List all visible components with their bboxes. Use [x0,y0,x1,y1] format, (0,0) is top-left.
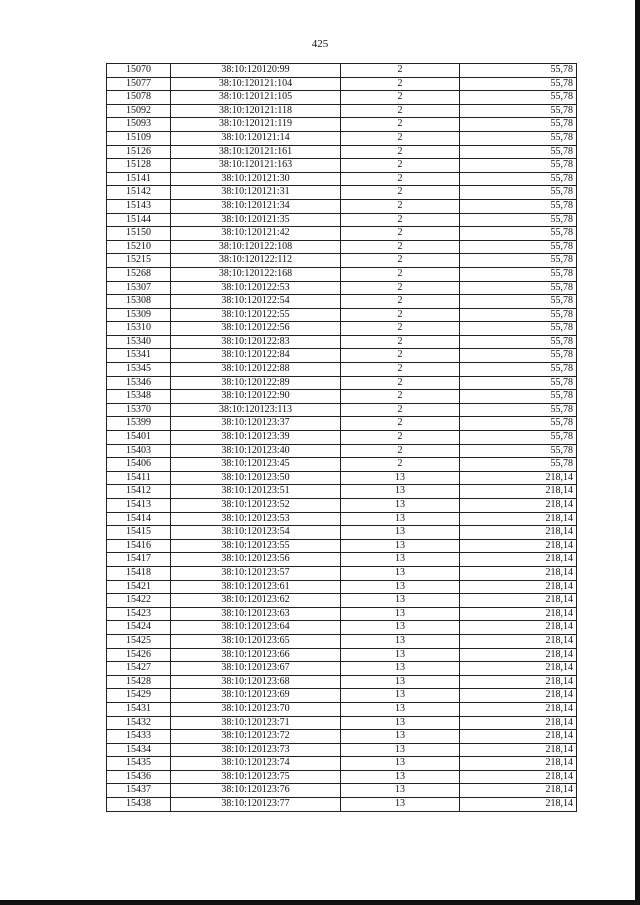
row-number-cell: 15143 [107,199,171,213]
share-count-cell: 13 [341,634,460,648]
row-number-cell: 15418 [107,566,171,580]
table-row [107,471,577,485]
cadastral-number-cell: 38:10:120123:39 [171,431,341,445]
parcel-table-body [107,64,577,812]
row-number-cell: 15399 [107,417,171,431]
parcel-table-container [106,63,576,812]
row-number-cell: 15310 [107,322,171,336]
row-number-cell: 15415 [107,526,171,540]
area-value-cell: 218,14 [460,607,577,621]
row-number-cell: 15128 [107,159,171,173]
cadastral-number-cell: 38:10:120123:69 [171,689,341,703]
row-number-cell: 15348 [107,390,171,404]
cadastral-number-cell: 38:10:120123:113 [171,403,341,417]
share-count-cell: 13 [341,689,460,703]
row-number-cell: 15438 [107,798,171,812]
share-count-cell: 13 [341,702,460,716]
cadastral-number-cell: 38:10:120123:51 [171,485,341,499]
share-count-cell: 13 [341,730,460,744]
area-value-cell: 55,78 [460,199,577,213]
share-count-cell: 13 [341,580,460,594]
cadastral-number-cell: 38:10:120122:112 [171,254,341,268]
share-count-cell: 2 [341,199,460,213]
table-row [107,580,577,594]
cadastral-number-cell: 38:10:120123:55 [171,539,341,553]
area-value-cell: 218,14 [460,798,577,812]
cadastral-number-cell: 38:10:120123:57 [171,566,341,580]
cadastral-number-cell: 38:10:120123:77 [171,798,341,812]
area-value-cell: 55,78 [460,390,577,404]
cadastral-number-cell: 38:10:120121:118 [171,104,341,118]
area-value-cell: 55,78 [460,172,577,186]
share-count-cell: 13 [341,648,460,662]
row-number-cell: 15423 [107,607,171,621]
table-row [107,308,577,322]
cadastral-number-cell: 38:10:120120:99 [171,64,341,78]
table-row [107,730,577,744]
share-count-cell: 2 [341,186,460,200]
table-row [107,199,577,213]
table-row [107,376,577,390]
table-row [107,349,577,363]
area-value-cell: 55,78 [460,322,577,336]
table-row [107,240,577,254]
row-number-cell: 15126 [107,145,171,159]
area-value-cell: 55,78 [460,281,577,295]
share-count-cell: 13 [341,485,460,499]
share-count-cell: 2 [341,145,460,159]
row-number-cell: 15411 [107,471,171,485]
table-row [107,757,577,771]
cadastral-number-cell: 38:10:120123:72 [171,730,341,744]
share-count-cell: 13 [341,798,460,812]
table-row [107,634,577,648]
table-row [107,648,577,662]
area-value-cell: 218,14 [460,471,577,485]
scan-border-right [635,0,640,905]
area-value-cell: 218,14 [460,770,577,784]
area-value-cell: 218,14 [460,675,577,689]
table-row [107,485,577,499]
cadastral-number-cell: 38:10:120123:68 [171,675,341,689]
cadastral-number-cell: 38:10:120123:73 [171,743,341,757]
table-row [107,295,577,309]
cadastral-number-cell: 38:10:120123:50 [171,471,341,485]
share-count-cell: 13 [341,784,460,798]
row-number-cell: 15429 [107,689,171,703]
row-number-cell: 15077 [107,77,171,91]
cadastral-number-cell: 38:10:120122:89 [171,376,341,390]
share-count-cell: 2 [341,227,460,241]
table-row [107,458,577,472]
table-row [107,254,577,268]
share-count-cell: 13 [341,621,460,635]
share-count-cell: 13 [341,675,460,689]
row-number-cell: 15215 [107,254,171,268]
area-value-cell: 55,78 [460,91,577,105]
row-number-cell: 15142 [107,186,171,200]
area-value-cell: 55,78 [460,186,577,200]
area-value-cell: 55,78 [460,308,577,322]
row-number-cell: 15416 [107,539,171,553]
row-number-cell: 15109 [107,131,171,145]
area-value-cell: 55,78 [460,431,577,445]
area-value-cell: 55,78 [460,240,577,254]
area-value-cell: 55,78 [460,254,577,268]
row-number-cell: 15426 [107,648,171,662]
table-row [107,566,577,580]
table-row [107,702,577,716]
table-row [107,403,577,417]
area-value-cell: 55,78 [460,104,577,118]
share-count-cell: 13 [341,471,460,485]
row-number-cell: 15150 [107,227,171,241]
row-number-cell: 15433 [107,730,171,744]
table-row [107,322,577,336]
share-count-cell: 2 [341,349,460,363]
cadastral-number-cell: 38:10:120123:75 [171,770,341,784]
table-row [107,621,577,635]
cadastral-number-cell: 38:10:120123:45 [171,458,341,472]
cadastral-number-cell: 38:10:120122:88 [171,363,341,377]
row-number-cell: 15412 [107,485,171,499]
cadastral-number-cell: 38:10:120121:163 [171,159,341,173]
share-count-cell: 2 [341,281,460,295]
row-number-cell: 15340 [107,335,171,349]
share-count-cell: 2 [341,159,460,173]
row-number-cell: 15070 [107,64,171,78]
area-value-cell: 55,78 [460,349,577,363]
area-value-cell: 218,14 [460,689,577,703]
row-number-cell: 15417 [107,553,171,567]
area-value-cell: 55,78 [460,227,577,241]
share-count-cell: 13 [341,757,460,771]
row-number-cell: 15309 [107,308,171,322]
area-value-cell: 218,14 [460,634,577,648]
table-row [107,689,577,703]
cadastral-number-cell: 38:10:120123:64 [171,621,341,635]
row-number-cell: 15141 [107,172,171,186]
page-number: 425 [311,38,329,50]
row-number-cell: 15436 [107,770,171,784]
area-value-cell: 218,14 [460,580,577,594]
table-row [107,267,577,281]
share-count-cell: 2 [341,77,460,91]
area-value-cell: 218,14 [460,716,577,730]
area-value-cell: 55,78 [460,403,577,417]
table-row [107,104,577,118]
cadastral-number-cell: 38:10:120123:53 [171,512,341,526]
table-row [107,784,577,798]
share-count-cell: 2 [341,240,460,254]
area-value-cell: 55,78 [460,131,577,145]
area-value-cell: 55,78 [460,458,577,472]
table-row [107,159,577,173]
area-value-cell: 55,78 [460,159,577,173]
area-value-cell: 55,78 [460,267,577,281]
cadastral-number-cell: 38:10:120121:119 [171,118,341,132]
share-count-cell: 2 [341,444,460,458]
parcel-table [106,63,577,812]
share-count-cell: 2 [341,254,460,268]
cadastral-number-cell: 38:10:120122:108 [171,240,341,254]
cadastral-number-cell: 38:10:120123:74 [171,757,341,771]
table-row [107,281,577,295]
row-number-cell: 15421 [107,580,171,594]
area-value-cell: 55,78 [460,363,577,377]
row-number-cell: 15210 [107,240,171,254]
row-number-cell: 15406 [107,458,171,472]
row-number-cell: 15307 [107,281,171,295]
table-row [107,539,577,553]
table-row [107,526,577,540]
row-number-cell: 15308 [107,295,171,309]
cadastral-number-cell: 38:10:120122:83 [171,335,341,349]
row-number-cell: 15427 [107,662,171,676]
share-count-cell: 2 [341,322,460,336]
area-value-cell: 55,78 [460,64,577,78]
cadastral-number-cell: 38:10:120123:70 [171,702,341,716]
cadastral-number-cell: 38:10:120123:62 [171,594,341,608]
cadastral-number-cell: 38:10:120123:67 [171,662,341,676]
table-row [107,431,577,445]
table-row [107,662,577,676]
area-value-cell: 218,14 [460,702,577,716]
row-number-cell: 15413 [107,499,171,513]
area-value-cell: 55,78 [460,118,577,132]
cadastral-number-cell: 38:10:120121:31 [171,186,341,200]
row-number-cell: 15078 [107,91,171,105]
table-row [107,131,577,145]
share-count-cell: 2 [341,267,460,281]
cadastral-number-cell: 38:10:120123:37 [171,417,341,431]
cadastral-number-cell: 38:10:120123:71 [171,716,341,730]
share-count-cell: 13 [341,770,460,784]
cadastral-number-cell: 38:10:120121:34 [171,199,341,213]
share-count-cell: 13 [341,553,460,567]
cadastral-number-cell: 38:10:120122:84 [171,349,341,363]
scan-border-bottom [0,900,640,905]
row-number-cell: 15144 [107,213,171,227]
table-row [107,363,577,377]
area-value-cell: 55,78 [460,213,577,227]
share-count-cell: 2 [341,376,460,390]
area-value-cell: 218,14 [460,730,577,744]
area-value-cell: 218,14 [460,566,577,580]
row-number-cell: 15092 [107,104,171,118]
table-row [107,743,577,757]
share-count-cell: 2 [341,91,460,105]
share-count-cell: 2 [341,131,460,145]
table-row [107,607,577,621]
share-count-cell: 2 [341,431,460,445]
share-count-cell: 2 [341,390,460,404]
row-number-cell: 15341 [107,349,171,363]
table-row [107,390,577,404]
table-row [107,172,577,186]
table-row [107,91,577,105]
share-count-cell: 2 [341,403,460,417]
share-count-cell: 2 [341,104,460,118]
share-count-cell: 13 [341,743,460,757]
area-value-cell: 218,14 [460,485,577,499]
cadastral-number-cell: 38:10:120122:53 [171,281,341,295]
row-number-cell: 15093 [107,118,171,132]
share-count-cell: 13 [341,499,460,513]
cadastral-number-cell: 38:10:120123:63 [171,607,341,621]
cadastral-number-cell: 38:10:120123:56 [171,553,341,567]
share-count-cell: 2 [341,295,460,309]
share-count-cell: 2 [341,308,460,322]
cadastral-number-cell: 38:10:120121:14 [171,131,341,145]
table-row [107,335,577,349]
cadastral-number-cell: 38:10:120122:54 [171,295,341,309]
table-row [107,145,577,159]
cadastral-number-cell: 38:10:120122:90 [171,390,341,404]
cadastral-number-cell: 38:10:120121:42 [171,227,341,241]
table-row [107,77,577,91]
table-row [107,798,577,812]
share-count-cell: 2 [341,363,460,377]
cadastral-number-cell: 38:10:120123:65 [171,634,341,648]
cadastral-number-cell: 38:10:120121:105 [171,91,341,105]
table-row [107,716,577,730]
table-row [107,64,577,78]
share-count-cell: 2 [341,213,460,227]
cadastral-number-cell: 38:10:120123:52 [171,499,341,513]
table-row [107,227,577,241]
cadastral-number-cell: 38:10:120122:55 [171,308,341,322]
area-value-cell: 55,78 [460,295,577,309]
row-number-cell: 15403 [107,444,171,458]
row-number-cell: 15414 [107,512,171,526]
area-value-cell: 218,14 [460,499,577,513]
area-value-cell: 218,14 [460,648,577,662]
area-value-cell: 218,14 [460,757,577,771]
cadastral-number-cell: 38:10:120121:30 [171,172,341,186]
area-value-cell: 218,14 [460,553,577,567]
area-value-cell: 55,78 [460,417,577,431]
area-value-cell: 218,14 [460,539,577,553]
share-count-cell: 2 [341,335,460,349]
cadastral-number-cell: 38:10:120123:40 [171,444,341,458]
share-count-cell: 2 [341,458,460,472]
row-number-cell: 15432 [107,716,171,730]
area-value-cell: 218,14 [460,512,577,526]
table-row [107,417,577,431]
row-number-cell: 15345 [107,363,171,377]
area-value-cell: 55,78 [460,376,577,390]
share-count-cell: 2 [341,64,460,78]
share-count-cell: 2 [341,417,460,431]
table-row [107,594,577,608]
table-row [107,118,577,132]
share-count-cell: 13 [341,566,460,580]
share-count-cell: 13 [341,539,460,553]
row-number-cell: 15401 [107,431,171,445]
cadastral-number-cell: 38:10:120121:161 [171,145,341,159]
cadastral-number-cell: 38:10:120123:66 [171,648,341,662]
area-value-cell: 218,14 [460,594,577,608]
share-count-cell: 2 [341,172,460,186]
cadastral-number-cell: 38:10:120123:76 [171,784,341,798]
area-value-cell: 218,14 [460,743,577,757]
row-number-cell: 15268 [107,267,171,281]
cadastral-number-cell: 38:10:120121:104 [171,77,341,91]
row-number-cell: 15370 [107,403,171,417]
share-count-cell: 2 [341,118,460,132]
area-value-cell: 55,78 [460,77,577,91]
table-row [107,553,577,567]
area-value-cell: 55,78 [460,335,577,349]
share-count-cell: 13 [341,607,460,621]
table-row [107,186,577,200]
cadastral-number-cell: 38:10:120122:56 [171,322,341,336]
table-row [107,512,577,526]
row-number-cell: 15434 [107,743,171,757]
area-value-cell: 218,14 [460,526,577,540]
cadastral-number-cell: 38:10:120122:168 [171,267,341,281]
share-count-cell: 13 [341,662,460,676]
area-value-cell: 218,14 [460,662,577,676]
table-row [107,213,577,227]
share-count-cell: 13 [341,526,460,540]
area-value-cell: 55,78 [460,145,577,159]
area-value-cell: 218,14 [460,784,577,798]
row-number-cell: 15437 [107,784,171,798]
share-count-cell: 13 [341,594,460,608]
row-number-cell: 15424 [107,621,171,635]
table-row [107,770,577,784]
row-number-cell: 15428 [107,675,171,689]
row-number-cell: 15431 [107,702,171,716]
share-count-cell: 13 [341,716,460,730]
table-row [107,444,577,458]
row-number-cell: 15422 [107,594,171,608]
area-value-cell: 218,14 [460,621,577,635]
share-count-cell: 13 [341,512,460,526]
row-number-cell: 15425 [107,634,171,648]
row-number-cell: 15435 [107,757,171,771]
cadastral-number-cell: 38:10:120123:54 [171,526,341,540]
cadastral-number-cell: 38:10:120121:35 [171,213,341,227]
row-number-cell: 15346 [107,376,171,390]
cadastral-number-cell: 38:10:120123:61 [171,580,341,594]
table-row [107,499,577,513]
table-row [107,675,577,689]
area-value-cell: 55,78 [460,444,577,458]
